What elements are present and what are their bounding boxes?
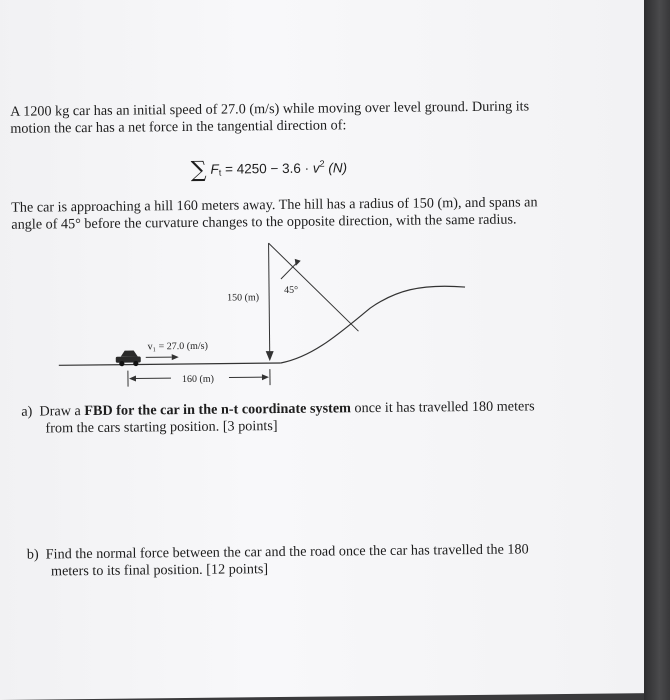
intro-line-2: motion the car has a net force in the tangential direction of: xyxy=(10,117,347,137)
velocity-arrowhead xyxy=(172,354,179,360)
angle-arc xyxy=(281,263,297,279)
eq-middle: = 4250 − 3.6 · xyxy=(221,160,313,177)
tangential-force-equation xyxy=(191,156,348,183)
dim-arrowhead-left xyxy=(129,376,136,382)
intro-line-1: A 1200 kg car has an initial speed of 27.0 (m/s) while moving over level ground. During its xyxy=(10,98,530,120)
part-a-line-2: from the cars starting position. [3 points] xyxy=(45,418,278,437)
hill-curve xyxy=(280,286,466,363)
eq-exponent: 2 xyxy=(319,158,325,169)
eq-velocity: v xyxy=(312,160,320,176)
angle-label: 45° xyxy=(284,284,299,296)
part-b-text: Find the normal force between the car and the road once the car has travelled the 180 xyxy=(45,541,529,563)
part-b-line-2: meters to its final position. [12 points] xyxy=(50,561,269,580)
part-b-letter: b) xyxy=(26,546,39,563)
part-a-letter: a) xyxy=(21,403,33,420)
angle-arrowhead xyxy=(295,259,301,266)
part-b-line-1 xyxy=(27,541,529,563)
part-a-pre: Draw a xyxy=(39,403,85,420)
radius-label: 150 (m) xyxy=(227,292,260,304)
eq-unit: (N) xyxy=(324,160,348,176)
hill-diagram xyxy=(0,233,648,400)
part-a-line-1 xyxy=(21,398,534,420)
radius-diagonal-line xyxy=(269,242,359,332)
hill-text-line-2: angle of 45° before the curvature changes to the opposite direction, with the same radius. xyxy=(11,211,517,233)
car-icon xyxy=(116,350,141,366)
radius-vertical-line xyxy=(269,243,270,355)
velocity-label: v₁ = 27.0 (m/s) xyxy=(147,340,208,353)
eq-force-symbol: F xyxy=(210,161,219,177)
eq-force-subscript: t xyxy=(218,167,222,178)
dim-arrowhead-right xyxy=(262,374,269,380)
part-a-bold: FBD for the car in the n-t coordinate system xyxy=(84,400,352,420)
page-edge-shadow xyxy=(644,0,670,700)
distance-label: 160 (m) xyxy=(181,373,214,386)
part-a-post: once it has travelled 180 meters xyxy=(350,398,535,417)
ground-line xyxy=(59,363,281,365)
radius-arrowhead xyxy=(266,351,274,361)
sigma-symbol: ∑ xyxy=(190,157,207,183)
hill-text-line-1: The car is approaching a hill 160 meters away. The hill has a radius of 150 (m), and spans an xyxy=(11,194,538,216)
